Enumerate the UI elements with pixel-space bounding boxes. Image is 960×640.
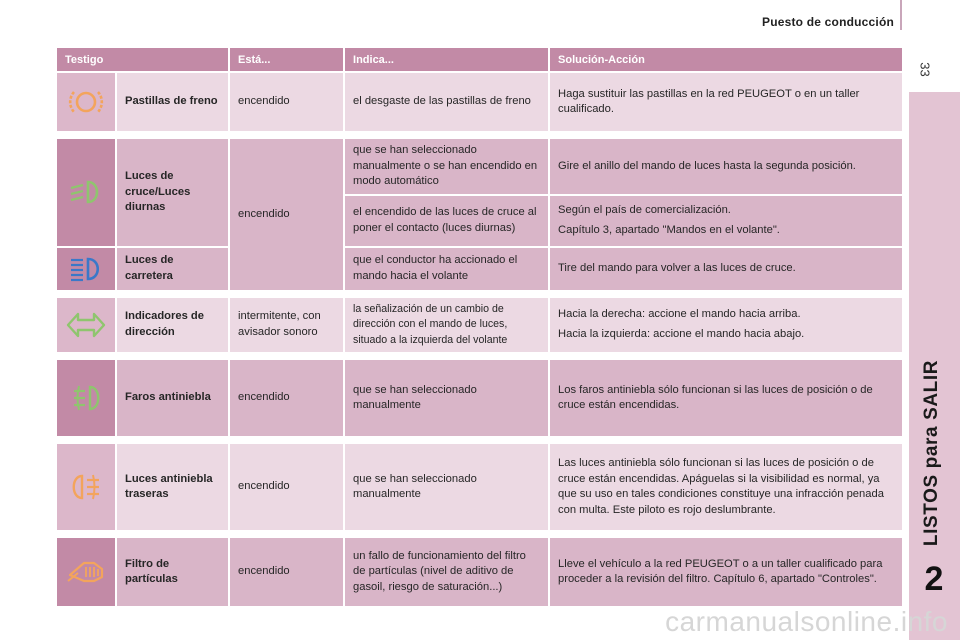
table-row [57, 360, 904, 438]
column-header-esta: Está... [230, 48, 345, 73]
warning-indicates: que se han seleccionado manualmente o se han encendido en modo automático [345, 139, 550, 196]
icon-cell [57, 538, 117, 608]
front-fog-icon [66, 382, 106, 414]
warning-state: encendido [230, 139, 345, 292]
solution-line: Según el país de comercialización. [558, 203, 731, 216]
warning-solution: Gire el anillo del mando de luces hasta la segunda posición. [550, 139, 904, 196]
warning-state: intermitente, con avisador sonoro [230, 298, 345, 355]
column-header-indica: Indica... [345, 48, 550, 73]
warning-name: Luces antiniebla traseras [117, 444, 230, 532]
warning-indicates: que se han seleccionado manualmente [345, 360, 550, 438]
page-number: 33 [917, 62, 933, 77]
table-row [57, 248, 904, 292]
warning-indicates: que se han seleccionado manualmente [345, 444, 550, 532]
page-header-title: Puesto de conducción [761, 15, 894, 29]
table-header-row [57, 48, 904, 73]
table-row [57, 298, 904, 355]
icon-cell [57, 298, 117, 355]
warning-indicates: el encendido de las luces de cruce al poner el contacto (luces diurnas) [345, 196, 550, 248]
header-rule [900, 0, 902, 30]
warning-solution [550, 298, 904, 355]
warning-state: encendido [230, 360, 345, 438]
solution-line: Hacia la derecha: accione el mando hacia arriba. [558, 307, 801, 320]
table-row [57, 73, 904, 133]
warning-name: Luces de carretera [117, 248, 230, 292]
warning-solution: Haga sustituir las pastillas en la red PEUGEOT o en un taller cualificado. [550, 73, 904, 133]
warning-solution [550, 196, 904, 248]
warning-name: Filtro de partículas [117, 538, 230, 608]
icon-cell [57, 139, 117, 248]
dipped-beam-icon [66, 177, 106, 207]
main-beam-icon [66, 254, 106, 284]
icon-cell [57, 73, 117, 133]
warning-state: encendido [230, 538, 345, 608]
table-row [57, 444, 904, 532]
rear-fog-icon [66, 471, 106, 503]
column-header-solucion: Solución-Acción [550, 48, 904, 73]
warning-solution: Tire del mando para volver a las luces de cruce. [550, 248, 904, 292]
warning-lights-table [57, 48, 904, 608]
chapter-number: 2 [924, 560, 944, 598]
warning-indicates: un fallo de funcionamiento del filtro de partículas (nivel de aditivo de gasoil, riesgo de saturación...) [345, 538, 550, 608]
particle-filter-icon [64, 557, 108, 587]
icon-cell [57, 248, 117, 292]
warning-name: Faros antiniebla [117, 360, 230, 438]
solution-line: Capítulo 3, apartado "Mandos en el volante". [558, 224, 780, 236]
watermark: carmanualsonline.info [665, 606, 948, 637]
warning-solution: Las luces antiniebla sólo funcionan si las luces de posición o de cruce están encendidas. Apáguelas si la visibilidad es normal, ya que su uso en tales condiciones constituye una infracción penada con multa. Este piloto es rojo deslumbrante. [550, 444, 904, 532]
warning-indicates: que el conductor ha accionado el mando hacia el volante [345, 248, 550, 292]
direction-indicator-icon [65, 309, 107, 341]
icon-cell [57, 444, 117, 532]
warning-solution: Lleve el vehículo a la red PEUGEOT o a un taller cualificado para proceder a la revisión del filtro. Capítulo 6, apartado "Controles". [550, 538, 904, 608]
warning-name: Pastillas de freno [117, 73, 230, 133]
warning-name: Luces de cruce/Luces diurnas [117, 139, 230, 248]
icon-cell [57, 360, 117, 438]
warning-state: encendido [230, 73, 345, 133]
table-row [57, 139, 904, 196]
warning-indicates: la señalización de un cambio de dirección con el mando de luces, situado a la izquierda del volante [345, 298, 550, 355]
warning-name: Indicadores de dirección [117, 298, 230, 355]
table-row [57, 538, 904, 608]
solution-line: Hacia la izquierda: accione el mando hacia abajo. [558, 328, 805, 341]
column-header-testigo: Testigo [57, 48, 230, 73]
warning-indicates: el desgaste de las pastillas de freno [345, 73, 550, 133]
warning-state: encendido [230, 444, 345, 532]
brake-pads-icon [66, 85, 106, 119]
warning-solution: Los faros antiniebla sólo funcionan si las luces de posición o de cruce están encendidas. [550, 360, 904, 438]
